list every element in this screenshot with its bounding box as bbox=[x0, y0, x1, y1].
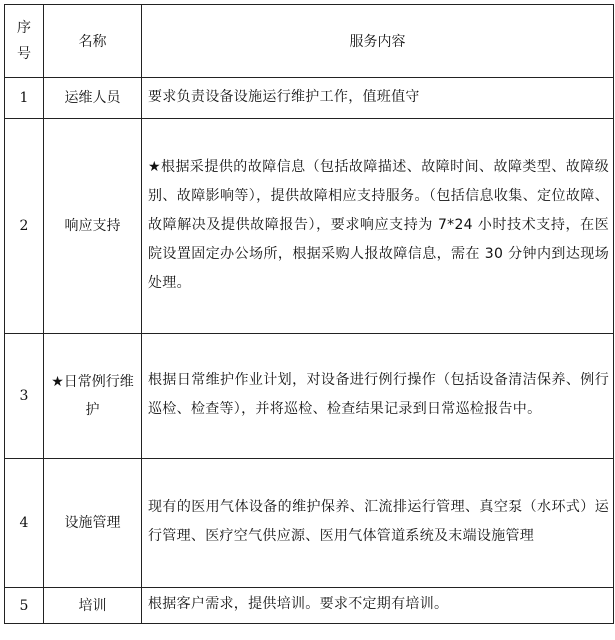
row-name: 培训 bbox=[78, 597, 107, 614]
row-content: 现有的医用气体设备的维护保养、汇流排运行管理、真空泵（水环式）运行管理、医疗空气供应源、医用气体管道系统及末端设施管理 bbox=[148, 499, 609, 544]
row-name: 运维人员 bbox=[64, 90, 121, 106]
header-seq-line1: 序 bbox=[17, 20, 31, 36]
row-name: 响应支持 bbox=[64, 218, 121, 234]
table-row bbox=[5, 78, 614, 119]
row-index: 1 bbox=[5, 78, 44, 119]
table-row bbox=[5, 334, 614, 459]
table-row bbox=[5, 119, 614, 334]
header-content: 服务内容 bbox=[142, 5, 614, 78]
table-row bbox=[5, 459, 614, 588]
table-header-row bbox=[5, 5, 614, 78]
row-index: 2 bbox=[5, 119, 44, 334]
row-name: 设施管理 bbox=[64, 515, 121, 531]
row-index: 3 bbox=[5, 334, 44, 459]
table-row bbox=[5, 588, 614, 624]
header-name: 名称 bbox=[44, 5, 142, 78]
row-content: 要求负责设备设施运行维护工作，值班值守 bbox=[148, 88, 420, 105]
row-index: 5 bbox=[5, 588, 44, 624]
row-content: ★根据采提供的故障信息（包括故障描述、故障时间、故障类型、故障级别、故障影响等），提供故障相应支持服务。（包括信息收集、定位故障、故障解决及提供故障报告），要求响应支持为 7*24 小时技术支持，在医院设置固定办公场所，根据采购人报故障信息，需在 30 分钟内到达现场处理。 bbox=[148, 158, 609, 291]
service-table bbox=[4, 4, 614, 624]
row-name: ★日常例行维护 bbox=[51, 374, 134, 418]
row-index: 4 bbox=[5, 459, 44, 588]
header-seq bbox=[5, 5, 44, 78]
row-content: 根据客户需求，提供培训。要求不定期有培训。 bbox=[148, 596, 449, 612]
header-seq-line2: 号 bbox=[17, 46, 31, 62]
row-content: 根据日常维护作业计划，对设备进行例行操作（包括设备清洁保养、例行巡检、检查等），并将巡检、检查结果记录到日常巡检报告中。 bbox=[148, 372, 609, 417]
